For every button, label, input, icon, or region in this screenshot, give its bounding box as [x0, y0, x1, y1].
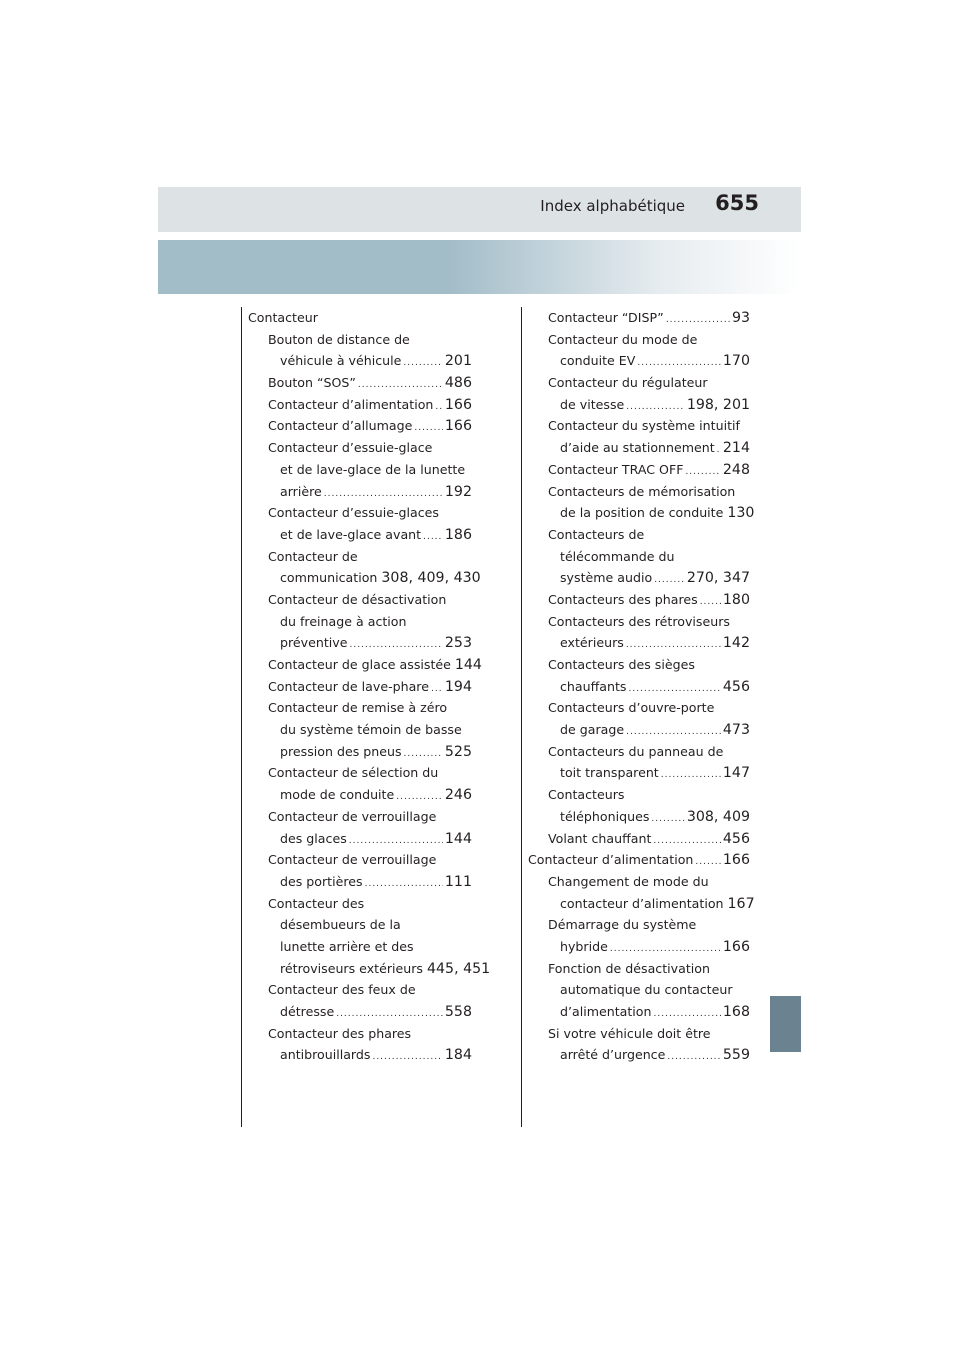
- index-entry: [528, 1023, 750, 1045]
- left-column-rule: [241, 307, 242, 1127]
- index-entry-page[interactable]: 168: [722, 1004, 750, 1020]
- index-entry: [528, 524, 750, 546]
- index-entry-page[interactable]: 559: [722, 1047, 750, 1064]
- index-entry: [528, 762, 750, 784]
- index-entry-text: Contacteur de verrouillage: [268, 808, 437, 824]
- index-entry: [248, 849, 472, 871]
- index-entry-text: contacteur d’alimentation: [560, 895, 724, 911]
- index-entry-text: Démarrage du système: [548, 917, 697, 933]
- index-entry-text: Contacteur d’allumage: [268, 418, 413, 434]
- index-entry-text: Contacteur “DISP”: [548, 310, 664, 325]
- index-entry-text: Contacteur de verrouillage: [268, 852, 437, 868]
- index-entry: [248, 567, 481, 589]
- index-entry: [528, 828, 750, 850]
- index-entry-page[interactable]: 130: [727, 505, 755, 522]
- index-entry-page[interactable]: 473: [722, 722, 750, 739]
- index-entry-text: communication: [280, 570, 378, 586]
- index-entry-text: détresse: [280, 1004, 335, 1019]
- index-entry: [528, 676, 750, 698]
- index-entry: [248, 741, 472, 763]
- index-entry-page[interactable]: 246: [444, 787, 472, 804]
- index-entry-page[interactable]: 486: [444, 375, 472, 392]
- index-entry: [528, 893, 755, 915]
- index-entry-text: téléphoniques: [560, 808, 650, 824]
- index-entry: [528, 697, 750, 719]
- dot-leader: [435, 397, 443, 419]
- index-entry: [528, 979, 750, 1001]
- index-entry-page[interactable]: 111: [444, 873, 472, 890]
- index-entry-text: Contacteurs des rétroviseurs: [548, 613, 730, 629]
- index-entry-page[interactable]: 167: [727, 895, 755, 912]
- index-entry-text: Contacteurs des sièges: [548, 657, 695, 672]
- index-entry-text: antibrouillards: [280, 1047, 371, 1063]
- index-entry: [528, 546, 750, 568]
- index-entry-text: Contacteurs des phares: [548, 591, 698, 607]
- index-entry-page[interactable]: 144: [444, 830, 472, 847]
- index-entry: [248, 589, 472, 611]
- index-entry-text: arrêté d’urgence: [560, 1047, 666, 1063]
- index-entry-text: Contacteur du mode de: [548, 331, 698, 347]
- index-entry: [528, 307, 750, 329]
- index-entry-text: mode de conduite: [280, 787, 395, 803]
- dot-leader: [372, 1047, 442, 1069]
- dot-leader: [667, 1047, 721, 1069]
- index-entry-page[interactable]: 201: [444, 353, 472, 370]
- index-entry: [528, 589, 750, 611]
- dot-leader: [717, 440, 721, 462]
- index-entry-text: Contacteur d’alimentation: [528, 852, 694, 868]
- index-entry-page[interactable]: 456: [722, 678, 750, 695]
- index-entry: [528, 654, 750, 676]
- index-entry: [248, 611, 472, 633]
- index-entry: [248, 762, 472, 784]
- index-entry-page[interactable]: 194: [444, 678, 472, 695]
- index-entry: [528, 372, 750, 394]
- index-entry-text: Changement de mode du: [548, 873, 709, 889]
- index-entry: [528, 784, 750, 806]
- index-entry-text: Contacteur TRAC OFF: [548, 461, 684, 477]
- index-entry-text: extérieurs: [560, 635, 624, 651]
- index-entry-text: rétroviseurs extérieurs: [280, 960, 423, 976]
- index-entry-text: Contacteur d’essuie-glaces: [268, 505, 439, 521]
- index-entry-text: lunette arrière et des: [280, 938, 414, 954]
- index-entry-text: du système témoin de basse: [280, 722, 462, 738]
- index-entry-text: pression des pneus: [280, 743, 402, 759]
- index-entry-page[interactable]: 93: [731, 310, 750, 326]
- section-title: Index alphabétique: [540, 197, 685, 215]
- index-entry-text: désembueurs de la: [280, 917, 401, 933]
- index-entry: [248, 502, 472, 524]
- index-entry: [528, 567, 750, 589]
- index-entry-text: de la position de conduite: [560, 505, 724, 521]
- index-entry-text: Bouton de distance de: [268, 331, 410, 347]
- dot-leader: [403, 353, 443, 375]
- index-column-left: [248, 307, 491, 1066]
- index-column-right: [528, 307, 755, 1066]
- index-entry: [528, 914, 750, 936]
- index-entry: [248, 676, 472, 698]
- index-entry-text: Contacteurs de: [548, 526, 645, 542]
- index-entry-page[interactable]: 180: [722, 591, 750, 608]
- index-entry-text: Contacteur des: [268, 895, 365, 911]
- index-entry-page[interactable]: 525: [444, 743, 472, 760]
- index-entry-page[interactable]: 558: [444, 1004, 472, 1020]
- header-gradient-band: [158, 240, 801, 294]
- index-entry: [528, 849, 750, 871]
- index-entry-text: préventive: [280, 635, 348, 651]
- dot-leader: [651, 809, 684, 831]
- index-entry: [528, 871, 750, 893]
- index-entry-text: Contacteur de glace assistée: [268, 657, 451, 672]
- index-entry-text: Contacteur: [248, 310, 318, 325]
- index-entry: [248, 1023, 472, 1045]
- index-entry: [248, 914, 472, 936]
- index-entry: [528, 394, 750, 416]
- index-entry: [248, 632, 472, 654]
- index-entry-text: Contacteur d’essuie-glace: [268, 440, 433, 456]
- index-entry: [528, 806, 750, 828]
- index-entry-page[interactable]: 214: [722, 440, 750, 457]
- index-entry: [248, 372, 472, 394]
- index-entry: [248, 546, 472, 568]
- index-entry-text: Bouton “SOS”: [268, 375, 356, 391]
- index-entry: [248, 871, 472, 893]
- index-entry-text: Contacteur des feux de: [268, 982, 416, 998]
- index-entry: [248, 329, 472, 351]
- index-entry-text: Contacteur de lave-phare: [268, 678, 429, 694]
- index-entry: [248, 719, 472, 741]
- index-entry-text: Contacteur du régulateur: [548, 375, 708, 391]
- index-entry-page[interactable]: 192: [444, 483, 472, 500]
- index-entry: [248, 394, 472, 416]
- index-entry-text: Contacteurs de mémorisation: [548, 483, 736, 499]
- index-entry-text: conduite EV: [560, 353, 636, 369]
- index-entry: [248, 524, 472, 546]
- index-entry-text: chauffants: [560, 678, 627, 694]
- index-entry-page[interactable]: 144: [454, 657, 482, 673]
- dot-leader: [661, 765, 721, 787]
- index-entry-page[interactable]: 253: [444, 635, 472, 652]
- index-entry: [528, 481, 750, 503]
- index-entry-page[interactable]: 248: [722, 461, 750, 478]
- index-entry-text: du freinage à action: [280, 613, 407, 629]
- index-entry-text: hybride: [560, 938, 608, 954]
- center-column-rule: [521, 307, 522, 1127]
- index-entry: [528, 415, 750, 437]
- index-entry-text: Volant chauffant: [548, 830, 652, 846]
- index-entry-page[interactable]: 166: [444, 418, 472, 435]
- index-entry-page[interactable]: 142: [722, 635, 750, 652]
- index-entry-text: système audio: [560, 570, 653, 586]
- index-entry: [248, 415, 472, 437]
- index-entry: [528, 632, 750, 654]
- index-entry-text: de vitesse: [560, 396, 625, 412]
- index-entry-text: Contacteur du système intuitif: [548, 418, 740, 434]
- index-entry: [248, 828, 472, 850]
- index-entry-text: Contacteur de sélection du: [268, 765, 439, 781]
- index-entry: [528, 437, 750, 459]
- index-entry: [248, 784, 472, 806]
- index-entry-text: et de lave-glace de la lunette: [280, 461, 466, 477]
- dot-leader: [365, 874, 443, 896]
- index-entry-page[interactable]: 166: [722, 938, 750, 955]
- index-entry: [248, 654, 482, 676]
- index-entry-text: Contacteur de: [268, 548, 358, 564]
- index-entry: [248, 893, 472, 915]
- chapter-tab: [770, 996, 801, 1052]
- index-entry: [248, 1001, 472, 1023]
- index-entry: [248, 806, 472, 828]
- index-entry-text: Contacteur de désactivation: [268, 591, 447, 607]
- index-entry: [528, 719, 750, 741]
- index-entry: [528, 1001, 750, 1023]
- index-entry-text: télécommande du: [560, 548, 675, 564]
- index-entry: [528, 459, 750, 481]
- index-entry: [528, 741, 750, 763]
- index-entry-text: Contacteur des phares: [268, 1025, 412, 1041]
- index-entry: [528, 502, 755, 524]
- index-entry: [248, 697, 472, 719]
- index-entry: [248, 1044, 472, 1066]
- index-entry: [248, 459, 472, 481]
- page-number: 655: [715, 191, 759, 215]
- index-entry-text: d’alimentation: [560, 1004, 652, 1019]
- index-entry-page[interactable]: 170: [722, 353, 750, 370]
- index-entry-page[interactable]: 308, 409: [686, 808, 750, 825]
- index-entry-text: Contacteur de remise à zéro: [268, 700, 448, 716]
- dot-leader: [423, 527, 443, 549]
- index-entry-text: Si votre véhicule doit être: [548, 1025, 711, 1041]
- index-entry-text: des portières: [280, 873, 363, 889]
- index-entry-page[interactable]: 445, 451: [427, 960, 491, 977]
- index-entry-page[interactable]: 166: [722, 852, 750, 869]
- index-entry-text: de garage: [560, 722, 625, 738]
- index-entry-text: Contacteurs: [548, 787, 625, 803]
- index-entry-page[interactable]: 270, 347: [686, 570, 750, 587]
- index-entry-page[interactable]: 186: [444, 526, 472, 543]
- index-entry-text: véhicule à véhicule: [280, 353, 402, 369]
- index-entry-text: d’aide au stationnement: [560, 440, 715, 456]
- index-entry: [528, 329, 750, 351]
- index-entry-page[interactable]: 184: [444, 1047, 472, 1064]
- index-entry-text: Contacteurs d’ouvre-porte: [548, 700, 715, 716]
- index-entry: [248, 936, 472, 958]
- index-entry-text: Contacteurs du panneau de: [548, 743, 724, 759]
- index-entry: [248, 307, 472, 329]
- index-entry: [528, 1044, 750, 1066]
- index-entry: [248, 350, 472, 372]
- index-entry-page[interactable]: 166: [444, 396, 472, 413]
- index-entry: [248, 437, 472, 459]
- index-entry-text: des glaces: [280, 830, 347, 846]
- index-entry-page[interactable]: 456: [722, 830, 750, 847]
- page-header: [158, 187, 801, 232]
- index-entry: [528, 350, 750, 372]
- index-entry: [248, 958, 491, 980]
- index-entry: [528, 936, 750, 958]
- index-entry-text: Fonction de désactivation: [548, 960, 710, 976]
- index-entry-text: toit transparent: [560, 765, 659, 781]
- index-entry-text: automatique du contacteur: [560, 982, 733, 998]
- index-entry: [528, 611, 750, 633]
- index-entry-page[interactable]: 147: [722, 765, 750, 782]
- index-entry-page[interactable]: 198, 201: [686, 396, 750, 413]
- index-entry-text: arrière: [280, 483, 322, 499]
- index-entry-text: Contacteur d’alimentation: [268, 396, 434, 412]
- index-entry-text: et de lave-glace avant: [280, 526, 422, 542]
- index-entry-page[interactable]: 308, 409, 430: [381, 570, 481, 587]
- index-entry: [248, 481, 472, 503]
- index-entry: [528, 958, 750, 980]
- index-entry: [248, 979, 472, 1001]
